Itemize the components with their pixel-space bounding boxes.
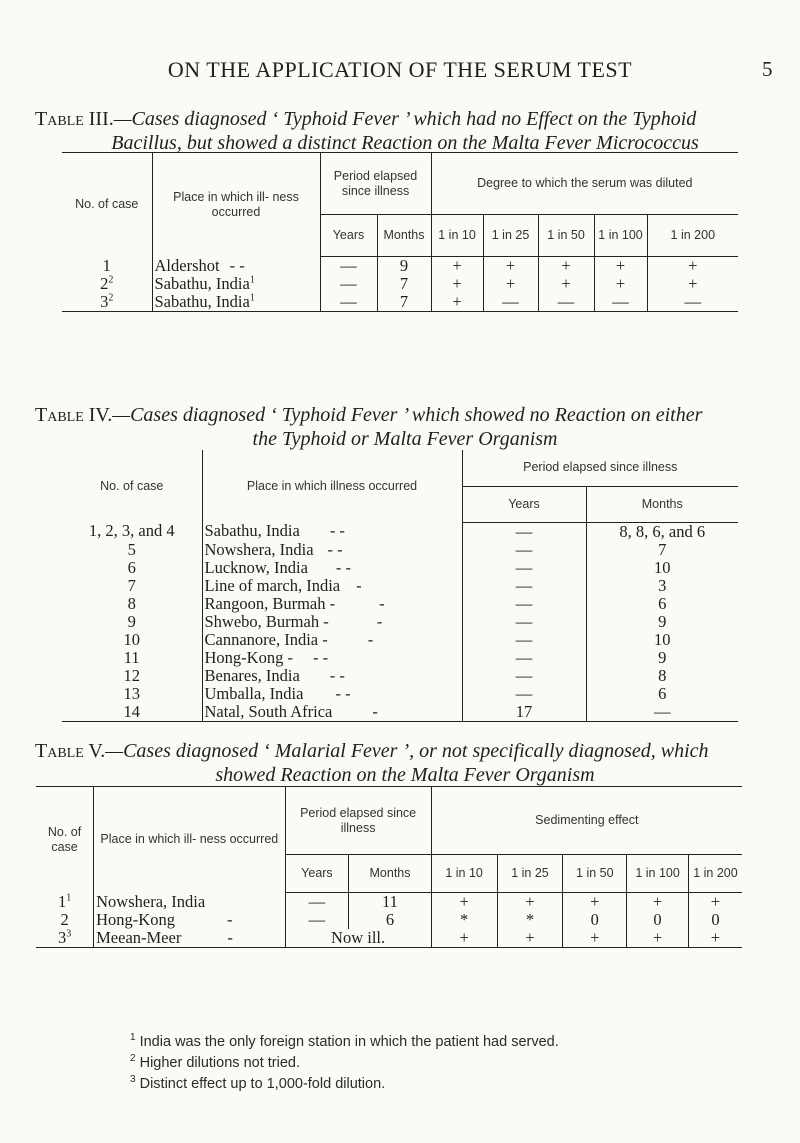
table-row — [62, 703, 738, 722]
table-row — [62, 595, 738, 613]
years-cell: — — [462, 559, 586, 577]
table5-header-no: No. of case — [47, 824, 82, 854]
table5-header-period: Period elapsed since illness — [285, 787, 431, 855]
table-row — [62, 667, 738, 685]
months-cell: 8, 8, 6, and 6 — [586, 522, 738, 541]
dilution-cell: + — [431, 275, 483, 293]
case-number: 1, 2, 3, and 4 — [88, 521, 175, 540]
years-cell: — — [462, 522, 586, 541]
table5-header-sediment: Sedimenting effect — [431, 787, 742, 855]
years-cell: 17 — [462, 703, 586, 722]
case-number: 5 — [127, 539, 136, 559]
dilution-cell: + — [647, 275, 738, 293]
dilution-cell: + — [431, 929, 497, 948]
table-row — [36, 893, 742, 912]
place-cell: Nowshera, India — [94, 893, 285, 912]
table5-caption-line1: —Cases diagnosed ‘ Malarial Fever ’, or not specifically diagnosed, which — [105, 740, 709, 762]
months-cell: 9 — [586, 649, 738, 667]
case-number: $3^3$ — [57, 928, 72, 947]
years-cell: — — [462, 667, 586, 685]
table-row — [62, 649, 738, 667]
place-cell: Natal, South Africa - — [202, 703, 462, 722]
table-row — [62, 293, 738, 312]
months-cell: 3 — [586, 577, 738, 595]
dilution-cell: — — [483, 293, 538, 312]
dilution-cell: * — [497, 911, 563, 929]
period-merged-cell: Now ill. — [285, 929, 431, 948]
years-cell: — — [320, 257, 377, 276]
table3-caption — [35, 107, 775, 155]
case-number: 13 — [123, 683, 140, 703]
years-cell: — — [462, 595, 586, 613]
dilution-cell: + — [431, 893, 497, 912]
place-cell: Hong-Kong - - - — [202, 649, 462, 667]
table5-header-dilution: 1 in 200 — [688, 855, 742, 893]
case-number: $3^2$ — [100, 292, 114, 311]
place-cell: Sabathu, India$^1$ — [152, 275, 320, 293]
place-cell: Rangoon, Burmah - - — [202, 595, 462, 613]
dilution-cell: 0 — [688, 911, 742, 929]
months-cell: 8 — [586, 667, 738, 685]
dilution-cell: — — [647, 293, 738, 312]
table3-header-degree: Degree to which the serum was diluted — [431, 153, 738, 215]
months-cell: 10 — [586, 631, 738, 649]
months-cell: 9 — [586, 613, 738, 631]
dilution-cell: + — [497, 893, 563, 912]
table3-header-no: No. of case — [75, 197, 139, 212]
table-row — [62, 613, 738, 631]
dilution-cell: — — [538, 293, 594, 312]
case-number: 14 — [123, 701, 140, 721]
table4-caption — [35, 403, 775, 451]
case-number: 1 — [102, 255, 111, 275]
case-number: 12 — [123, 665, 140, 685]
footnote: $^2$ Higher dilutions not tried. — [130, 1053, 300, 1071]
place-cell: Umballa, India - - — [202, 685, 462, 703]
dilution-cell: — — [594, 293, 647, 312]
table5 — [36, 786, 742, 948]
table5-label: Table V. — [35, 740, 106, 762]
years-cell: — — [285, 911, 349, 929]
table-row — [36, 911, 742, 929]
table5-header-years: Years — [285, 855, 349, 893]
place-cell: Hong-Kong - — [94, 911, 285, 929]
footnote: $^1$ India was the only foreign station in which the patient had served. — [130, 1032, 559, 1050]
table3-caption-line1: —Cases diagnosed ‘ Typhoid Fever ’ which had no Effect on the Typhoid — [113, 108, 697, 130]
case-number: 2 — [60, 910, 69, 929]
table-row — [62, 577, 738, 595]
table3-header-years: Years — [320, 215, 377, 257]
dilution-cell: + — [538, 257, 594, 276]
case-number: 6 — [127, 557, 136, 577]
table-row — [36, 929, 742, 948]
table-row — [62, 257, 738, 276]
dilution-cell: + — [594, 275, 647, 293]
page-number: 5 — [762, 57, 773, 81]
months-cell: 7 — [377, 275, 431, 293]
table3-header-dilution: 1 in 50 — [538, 215, 594, 257]
case-number: 11 — [123, 647, 140, 667]
dilution-cell: + — [688, 893, 742, 912]
table-row — [62, 631, 738, 649]
table3-header-place: Place in which ill- ness occurred — [152, 153, 320, 257]
dilution-cell: + — [497, 929, 563, 948]
place-cell: Benares, India - - — [202, 667, 462, 685]
table4 — [62, 450, 738, 722]
table-row — [62, 559, 738, 577]
months-cell: 6 — [349, 911, 431, 929]
years-cell: — — [462, 685, 586, 703]
years-cell: — — [462, 631, 586, 649]
dilution-cell: + — [431, 257, 483, 276]
months-cell: 7 — [586, 541, 738, 559]
months-cell: 6 — [586, 595, 738, 613]
table3-header-months: Months — [377, 215, 431, 257]
table3-header-dilution: 1 in 100 — [594, 215, 647, 257]
table4-header-months: Months — [586, 486, 738, 522]
place-cell: Line of march, India - — [202, 577, 462, 595]
footnote: $^3$ Distinct effect up to 1,000-fold dilution. — [130, 1074, 386, 1092]
table5-caption — [35, 739, 775, 787]
table3-header-period: Period elapsed since illness — [320, 153, 431, 215]
dilution-cell: + — [647, 257, 738, 276]
place-cell: Cannanore, India - - — [202, 631, 462, 649]
place-cell: Meean-Meer - — [94, 929, 285, 948]
years-cell: — — [462, 541, 586, 559]
years-cell: — — [462, 649, 586, 667]
dilution-cell: + — [688, 929, 742, 948]
table5-header-dilution: 1 in 25 — [497, 855, 563, 893]
years-cell: — — [462, 577, 586, 595]
table5-header-months: Months — [349, 855, 431, 893]
months-cell: 6 — [586, 685, 738, 703]
table-row — [62, 541, 738, 559]
table3-header-dilution: 1 in 200 — [647, 215, 738, 257]
table5-header-place: Place in which ill- ness occurred — [94, 787, 285, 893]
dilution-cell: + — [431, 293, 483, 312]
place-cell: Shwebo, Burmah - - — [202, 613, 462, 631]
place-cell: Nowshera, India - - — [202, 541, 462, 559]
years-cell: — — [285, 893, 349, 912]
case-number: 8 — [127, 593, 136, 613]
table5-header-dilution: 1 in 100 — [627, 855, 689, 893]
table3-caption-line2: Bacillus, but showed a distinct Reaction on the Malta Fever Micrococcus — [111, 132, 699, 154]
dilution-cell: * — [431, 911, 497, 929]
table3-header-dilution: 1 in 25 — [483, 215, 538, 257]
months-cell: 9 — [377, 257, 431, 276]
dilution-cell: + — [483, 275, 538, 293]
place-cell: Sabathu, India - - — [202, 522, 462, 541]
dilution-cell: 0 — [563, 911, 627, 929]
months-cell: 10 — [586, 559, 738, 577]
dilution-cell: + — [627, 893, 689, 912]
months-cell: — — [586, 703, 738, 722]
table5-header-dilution: 1 in 50 — [563, 855, 627, 893]
table3-header-dilution: 1 in 10 — [431, 215, 483, 257]
table4-caption-line2: the Typhoid or Malta Fever Organism — [252, 428, 558, 450]
case-number: 7 — [127, 575, 136, 595]
dilution-cell: + — [538, 275, 594, 293]
table-row — [62, 685, 738, 703]
months-cell: 11 — [349, 893, 431, 912]
years-cell: — — [320, 275, 377, 293]
table5-caption-line2: showed Reaction on the Malta Fever Organism — [215, 764, 595, 786]
table-row — [62, 275, 738, 293]
years-cell: — — [320, 293, 377, 312]
footnotes — [130, 1032, 750, 1095]
case-number: 9 — [127, 611, 136, 631]
table3-label: Table III. — [35, 108, 114, 130]
running-head: ON THE APPLICATION OF THE SERUM TEST — [167, 57, 633, 82]
table3 — [62, 152, 738, 312]
table4-header-place: Place in which illness occurred — [202, 450, 462, 522]
years-cell: — — [462, 613, 586, 631]
table-row — [62, 522, 738, 541]
table4-caption-line1: —Cases diagnosed ‘ Typhoid Fever ’ which showed no Reaction on either — [112, 404, 703, 426]
case-number: 10 — [123, 629, 140, 649]
table4-header-years: Years — [462, 486, 586, 522]
place-cell: Sabathu, India$^1$ — [152, 293, 320, 312]
dilution-cell: 0 — [627, 911, 689, 929]
table4-label: Table IV. — [35, 404, 113, 426]
table4-header-period: Period elapsed since illness — [462, 450, 738, 486]
case-number: $1^1$ — [57, 891, 72, 911]
dilution-cell: + — [563, 929, 627, 948]
place-cell: Lucknow, India - - — [202, 559, 462, 577]
place-cell: Aldershot - - — [152, 257, 320, 276]
dilution-cell: + — [563, 893, 627, 912]
months-cell: 7 — [377, 293, 431, 312]
table5-header-dilution: 1 in 10 — [431, 855, 497, 893]
case-number: $2^2$ — [100, 274, 114, 293]
dilution-cell: + — [483, 257, 538, 276]
dilution-cell: + — [594, 257, 647, 276]
dilution-cell: + — [627, 929, 689, 948]
table4-header-no: No. of case — [100, 478, 164, 493]
